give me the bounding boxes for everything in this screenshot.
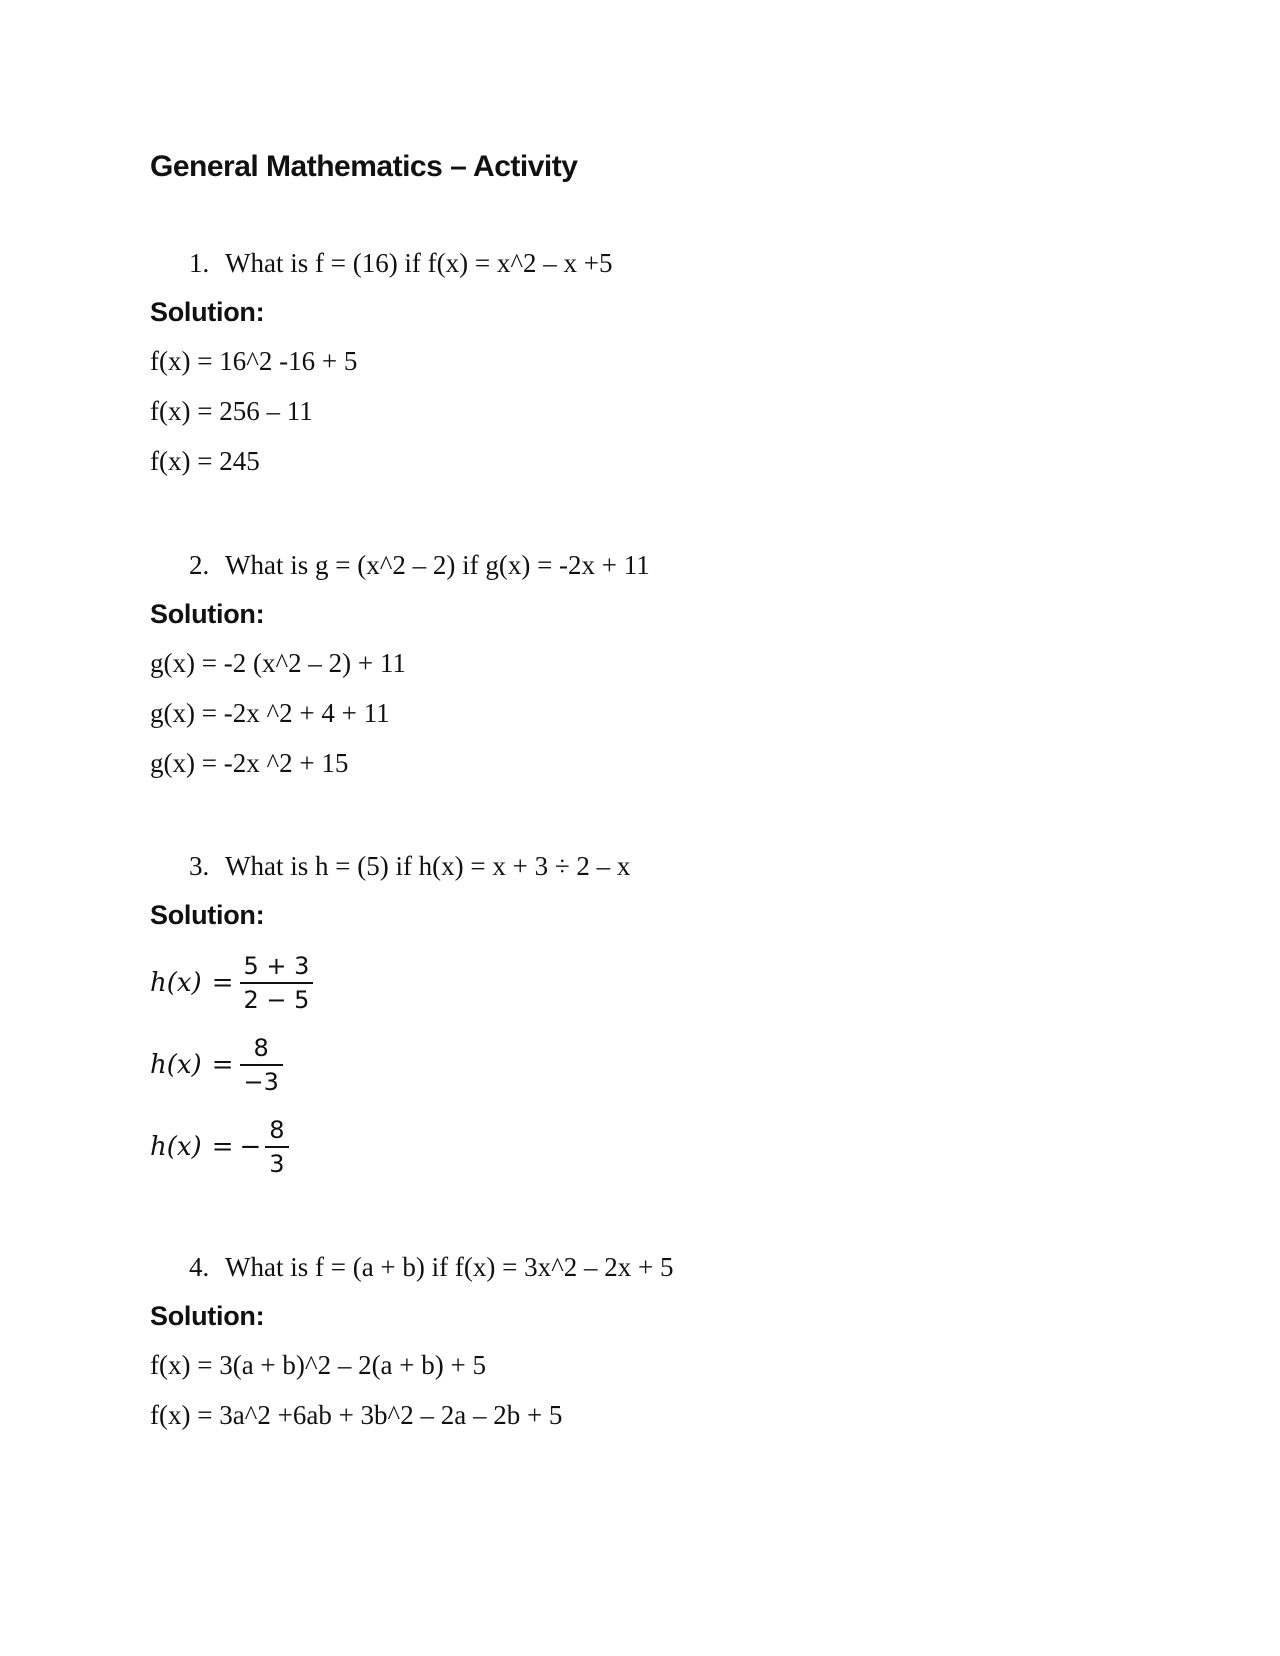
question-number: 1. [189, 248, 210, 278]
question-text: What is f = (a + b) if f(x) = 3x^2 – 2x + 5 [225, 1252, 674, 1282]
q2-step-2: g(x) = -2x ^2 + 4 + 11 [150, 698, 390, 728]
fraction [240, 1034, 283, 1096]
q1-step-2: f(x) = 256 – 11 [150, 396, 313, 426]
minus-sign: − [239, 1132, 262, 1162]
solution-label-1: Solution: [150, 297, 265, 327]
fraction-numerator: 8 [269, 1116, 285, 1144]
question-text: What is h = (5) if h(x) = x + 3 ÷ 2 – x [225, 851, 631, 881]
question-text: What is g = (x^2 – 2) if g(x) = -2x + 11 [225, 550, 650, 580]
solution-label-2: Solution: [150, 599, 265, 629]
fraction [240, 952, 314, 1014]
question-text: What is f = (16) if f(x) = x^2 – x +5 [225, 248, 613, 278]
q2-step-1: g(x) = -2 (x^2 – 2) + 11 [150, 648, 406, 678]
equals-sign: = [211, 968, 234, 998]
math-lhs: h(x) [150, 968, 202, 998]
question-4 [189, 1252, 673, 1283]
document-title: General Mathematics – Activity [150, 150, 578, 183]
q4-step-2: f(x) = 3a^2 +6ab + 3b^2 – 2a – 2b + 5 [150, 1400, 563, 1430]
q3-step-3 [150, 1116, 289, 1178]
q3-step-1 [150, 952, 313, 1014]
fraction-numerator: 5 + 3 [243, 952, 310, 980]
question-1 [189, 248, 613, 279]
fraction-denominator: 2 − 5 [240, 982, 314, 1014]
q4-step-1: f(x) = 3(a + b)^2 – 2(a + b) + 5 [150, 1350, 486, 1380]
question-number: 3. [189, 851, 210, 881]
equals-sign: = [211, 1050, 234, 1080]
fraction-numerator: 8 [253, 1034, 269, 1062]
fraction [265, 1116, 288, 1178]
question-3 [189, 851, 630, 882]
math-lhs: h(x) [150, 1050, 202, 1080]
question-number: 2. [189, 550, 210, 580]
math-lhs: h(x) [150, 1132, 202, 1162]
q1-step-1: f(x) = 16^2 -16 + 5 [150, 346, 358, 376]
q3-step-2 [150, 1034, 283, 1096]
question-number: 4. [189, 1252, 210, 1282]
q1-step-3: f(x) = 245 [150, 446, 260, 476]
solution-label-3: Solution: [150, 900, 265, 930]
solution-label-4: Solution: [150, 1301, 265, 1331]
question-2 [189, 550, 650, 581]
equals-sign: = [211, 1132, 234, 1162]
fraction-denominator: −3 [240, 1064, 283, 1096]
q2-step-3: g(x) = -2x ^2 + 15 [150, 748, 349, 778]
fraction-denominator: 3 [265, 1146, 288, 1178]
